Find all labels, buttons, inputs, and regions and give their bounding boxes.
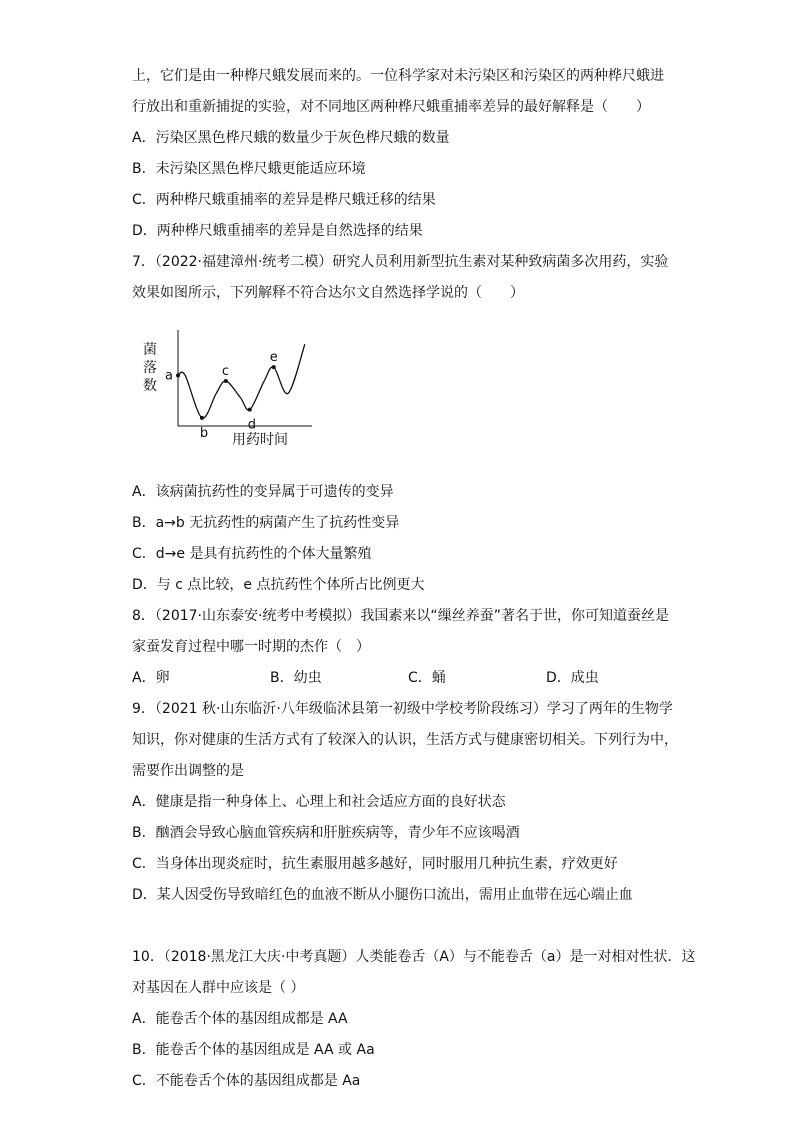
q10-option-c[interactable]: C．不能卷舌个体的基因组成都是 Aa	[132, 1073, 361, 1089]
q7-option-a[interactable]: A．该病菌抗药性的变异属于可遗传的变异	[132, 484, 394, 500]
q6-option-a[interactable]: A．污染区黑色桦尺蛾的数量少于灰色桦尺蛾的数量	[132, 130, 450, 146]
chart-point-d	[248, 408, 252, 412]
q7-option-d[interactable]: D．与 c 点比较，e 点抗药性个体所占比例更大	[132, 577, 425, 593]
q8-option-b[interactable]: B．幼虫	[270, 670, 322, 686]
q6-stem-line2: 行放出和重新捕捉的实验，对不同地区两种桦尺蛾重捕率差异的最好解释是（ ）	[132, 99, 650, 115]
chart-point-b	[200, 416, 204, 420]
q7-option-c[interactable]: C．d→e 是具有抗药性的个体大量繁殖	[132, 546, 372, 562]
q6-option-b[interactable]: B．未污染区黑色桦尺蛾更能适应环境	[132, 161, 366, 177]
q7-stem-line1: 7．（2022·福建漳州·统考二模）研究人员利用新型抗生素对某种致病菌多次用药，实验	[132, 254, 669, 270]
q10-stem-line1: 10．（2018·黑龙江大庆·中考真题）人类能卷舌（A）与不能卷舌（a）是一对相对性状．这	[132, 949, 696, 965]
q10-option-b[interactable]: B．能卷舌个体的基因组成是 AA 或 Aa	[132, 1042, 375, 1058]
q8-options-row	[132, 668, 652, 688]
y-axis-label-char-1: 菌	[143, 342, 157, 358]
q9-option-b[interactable]: B．酗酒会导致心脑血管疾病和肝脏疾病等，青少年不应该喝酒	[132, 825, 520, 841]
q8-option-d[interactable]: D．成虫	[546, 670, 599, 686]
y-axis-label	[143, 342, 157, 394]
q6-stem-line1: 上，它们是由一种桦尺蛾发展而来的。一位科学家对未污染区和污染区的两种桦尺蛾进	[132, 68, 664, 84]
q8-stem-line2: 家蚕发育过程中哪一时期的杰作（ ）	[132, 639, 370, 655]
chart-point-c	[224, 379, 228, 383]
q9-option-a[interactable]: A．健康是指一种身体上、心理上和社会适应方面的良好状态	[132, 794, 506, 810]
chart-point-a	[176, 373, 180, 377]
q6-option-c[interactable]: C．两种桦尺蛾重捕率的差异是桦尺蛾迁移的结果	[132, 192, 436, 208]
q7-stem-line2: 效果如图所示，下列解释不符合达尔文自然选择学说的（ ）	[132, 285, 524, 301]
q9-option-c[interactable]: C．当身体出现炎症时，抗生素服用越多越好，同时服用几种抗生素，疗效更好	[132, 856, 618, 872]
q6-option-d[interactable]: D．两种桦尺蛾重捕率的差异是自然选择的结果	[132, 223, 423, 239]
x-axis-label: 用药时间	[232, 432, 288, 448]
q10-option-a[interactable]: A．能卷舌个体的基因组成都是 AA	[132, 1011, 348, 1027]
q9-stem-line3: 需要作出调整的是	[132, 763, 244, 779]
q9-option-d[interactable]: D．某人因受伤导致暗红色的血液不断从小腿伤口流出，需用止血带在远心端止血	[132, 887, 633, 903]
y-axis-label-char-3: 数	[143, 378, 157, 394]
chart-point-label-e: e	[269, 350, 278, 366]
y-axis-label-char-2: 落	[143, 360, 157, 376]
chart-point-label-b: b	[199, 425, 209, 441]
q7-option-b[interactable]: B．a→b 无抗药性的病菌产生了抗药性变异	[132, 515, 400, 531]
chart-point-label-a: a	[165, 368, 173, 384]
q8-option-a[interactable]: A．卵	[132, 670, 170, 686]
chart-point-e	[272, 365, 276, 369]
bacteria-colony-chart	[140, 322, 320, 452]
chart-point-label-d: d	[247, 417, 257, 433]
colony-curve	[178, 344, 305, 418]
q8-stem-line1: 8．（2017·山东泰安·统考中考模拟）我国素来以“缫丝养蚕”著名于世，你可知道蚕丝是	[132, 608, 669, 624]
chart-point-label-c: c	[221, 364, 230, 380]
q10-stem-line2: 对基因在人群中应该是（ ）	[132, 980, 305, 996]
q9-stem-line2: 知识，你对健康的生活方式有了较深入的认识，生活方式与健康密切相关。下列行为中，	[132, 732, 678, 748]
q8-option-c[interactable]: C．蛹	[408, 670, 446, 686]
q9-stem-line1: 9．（2021 秋·山东临沂·八年级临沭县第一初级中学校考阶段练习）学习了两年的生物学	[132, 701, 673, 717]
